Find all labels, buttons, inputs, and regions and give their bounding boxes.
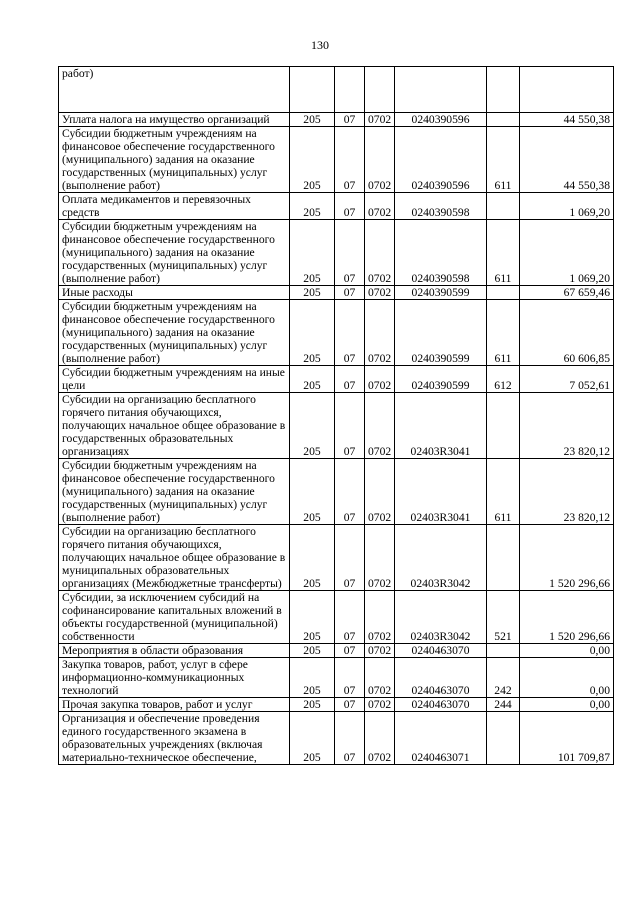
admin-code: 205	[290, 127, 335, 193]
target-article-code: 0240390599	[395, 286, 487, 300]
table-row	[59, 591, 614, 644]
expense-name: Мероприятия в области образования	[59, 644, 290, 658]
table-row	[59, 393, 614, 459]
expense-type-code	[487, 525, 520, 591]
admin-code	[290, 67, 335, 113]
admin-code: 205	[290, 712, 335, 765]
table-row	[59, 712, 614, 765]
target-article-code: 0240463071	[395, 712, 487, 765]
expense-name: Иные расходы	[59, 286, 290, 300]
expense-name: Субсидии бюджетным учреждениям на иные цели	[59, 366, 290, 393]
table-row	[59, 366, 614, 393]
table-row	[59, 67, 614, 113]
target-article-code: 0240463070	[395, 644, 487, 658]
expense-name: Субсидии бюджетным учреждениям на финансовое обеспечение государственного (муниципального) задания на оказание государственных (муниципальных) услуг (выполнение работ)	[59, 459, 290, 525]
expense-name: Оплата медикаментов и перевязочных средств	[59, 193, 290, 220]
expense-name: Организация и обеспечение проведения единого государственного экзамена в образовательных учреждениях (включая материально-техническое обеспечение,	[59, 712, 290, 765]
table-row	[59, 459, 614, 525]
amount: 67 659,46	[520, 286, 614, 300]
subsection-code: 0702	[365, 286, 395, 300]
target-article-code: 0240390599	[395, 366, 487, 393]
expense-name: Субсидии на организацию бесплатного горячего питания обучающихся, получающих начальное общее образование в государственных образовательных организациях	[59, 393, 290, 459]
admin-code: 205	[290, 698, 335, 712]
expense-type-code	[487, 193, 520, 220]
section-code: 07	[335, 658, 365, 698]
target-article-code: 0240390598	[395, 193, 487, 220]
expense-type-code: 611	[487, 127, 520, 193]
section-code: 07	[335, 286, 365, 300]
table-row	[59, 127, 614, 193]
page-number: 130	[311, 38, 329, 52]
target-article-code: 02403R3042	[395, 525, 487, 591]
section-code: 07	[335, 127, 365, 193]
admin-code: 205	[290, 644, 335, 658]
subsection-code: 0702	[365, 220, 395, 286]
subsection-code: 0702	[365, 712, 395, 765]
table-row	[59, 220, 614, 286]
expense-type-code	[487, 712, 520, 765]
amount: 1 520 296,66	[520, 591, 614, 644]
table-row	[59, 286, 614, 300]
section-code: 07	[335, 591, 365, 644]
target-article-code: 02403R3042	[395, 591, 487, 644]
target-article-code: 0240390596	[395, 113, 487, 127]
target-article-code	[395, 67, 487, 113]
expense-type-code: 242	[487, 658, 520, 698]
expense-name: Субсидии бюджетным учреждениям на финансовое обеспечение государственного (муниципального) задания на оказание государственных (муниципальных) услуг (выполнение работ)	[59, 300, 290, 366]
subsection-code: 0702	[365, 366, 395, 393]
expense-type-code	[487, 644, 520, 658]
table-row	[59, 113, 614, 127]
expense-type-code	[487, 113, 520, 127]
subsection-code: 0702	[365, 193, 395, 220]
subsection-code: 0702	[365, 459, 395, 525]
section-code: 07	[335, 393, 365, 459]
admin-code: 205	[290, 459, 335, 525]
target-article-code: 02403R3041	[395, 459, 487, 525]
section-code: 07	[335, 712, 365, 765]
amount	[520, 67, 614, 113]
admin-code: 205	[290, 591, 335, 644]
amount: 23 820,12	[520, 459, 614, 525]
amount: 7 052,61	[520, 366, 614, 393]
table-row	[59, 698, 614, 712]
admin-code: 205	[290, 366, 335, 393]
expense-name: Прочая закупка товаров, работ и услуг	[59, 698, 290, 712]
amount: 44 550,38	[520, 113, 614, 127]
budget-table-body	[59, 67, 614, 765]
expense-type-code: 244	[487, 698, 520, 712]
amount: 60 606,85	[520, 300, 614, 366]
target-article-code: 0240390599	[395, 300, 487, 366]
section-code: 07	[335, 300, 365, 366]
amount: 101 709,87	[520, 712, 614, 765]
amount: 44 550,38	[520, 127, 614, 193]
admin-code: 205	[290, 300, 335, 366]
table-row	[59, 525, 614, 591]
subsection-code: 0702	[365, 658, 395, 698]
subsection-code: 0702	[365, 393, 395, 459]
expense-name: работ)	[59, 67, 290, 113]
section-code: 07	[335, 644, 365, 658]
target-article-code: 0240390596	[395, 127, 487, 193]
expense-type-code	[487, 393, 520, 459]
amount: 1 520 296,66	[520, 525, 614, 591]
target-article-code: 0240463070	[395, 658, 487, 698]
table-row	[59, 193, 614, 220]
subsection-code: 0702	[365, 300, 395, 366]
admin-code: 205	[290, 393, 335, 459]
target-article-code: 0240463070	[395, 698, 487, 712]
expense-type-code: 521	[487, 591, 520, 644]
amount: 1 069,20	[520, 220, 614, 286]
expense-name: Закупка товаров, работ, услуг в сфере информационно-коммуникационных технологий	[59, 658, 290, 698]
expense-name: Субсидии на организацию бесплатного горячего питания обучающихся, получающих начальное общее образование в муниципальных образовательных организациях (Межбюджетные трансферты)	[59, 525, 290, 591]
expense-name: Уплата налога на имущество организаций	[59, 113, 290, 127]
target-article-code: 02403R3041	[395, 393, 487, 459]
section-code: 07	[335, 220, 365, 286]
amount: 23 820,12	[520, 393, 614, 459]
table-row	[59, 300, 614, 366]
table-row	[59, 644, 614, 658]
admin-code: 205	[290, 525, 335, 591]
amount: 0,00	[520, 644, 614, 658]
table-row	[59, 658, 614, 698]
admin-code: 205	[290, 658, 335, 698]
section-code: 07	[335, 366, 365, 393]
amount: 1 069,20	[520, 193, 614, 220]
subsection-code	[365, 67, 395, 113]
admin-code: 205	[290, 193, 335, 220]
subsection-code: 0702	[365, 698, 395, 712]
expense-type-code	[487, 286, 520, 300]
section-code: 07	[335, 193, 365, 220]
subsection-code: 0702	[365, 644, 395, 658]
target-article-code: 0240390598	[395, 220, 487, 286]
expense-type-code: 611	[487, 459, 520, 525]
expense-name: Субсидии бюджетным учреждениям на финансовое обеспечение государственного (муниципального) задания на оказание государственных (муниципальных) услуг (выполнение работ)	[59, 220, 290, 286]
section-code: 07	[335, 459, 365, 525]
admin-code: 205	[290, 113, 335, 127]
subsection-code: 0702	[365, 113, 395, 127]
section-code: 07	[335, 525, 365, 591]
subsection-code: 0702	[365, 127, 395, 193]
expense-type-code: 611	[487, 220, 520, 286]
expense-type-code: 611	[487, 300, 520, 366]
subsection-code: 0702	[365, 591, 395, 644]
expense-type-code: 612	[487, 366, 520, 393]
amount: 0,00	[520, 658, 614, 698]
expense-name: Субсидии бюджетным учреждениям на финансовое обеспечение государственного (муниципального) задания на оказание государственных (муниципальных) услуг (выполнение работ)	[59, 127, 290, 193]
amount: 0,00	[520, 698, 614, 712]
expense-type-code	[487, 67, 520, 113]
admin-code: 205	[290, 286, 335, 300]
section-code: 07	[335, 113, 365, 127]
section-code: 07	[335, 698, 365, 712]
subsection-code: 0702	[365, 525, 395, 591]
admin-code: 205	[290, 220, 335, 286]
budget-table	[58, 66, 614, 765]
section-code	[335, 67, 365, 113]
expense-name: Субсидии, за исключением субсидий на софинансирование капитальных вложений в объекты государственной (муниципальной) собственности	[59, 591, 290, 644]
